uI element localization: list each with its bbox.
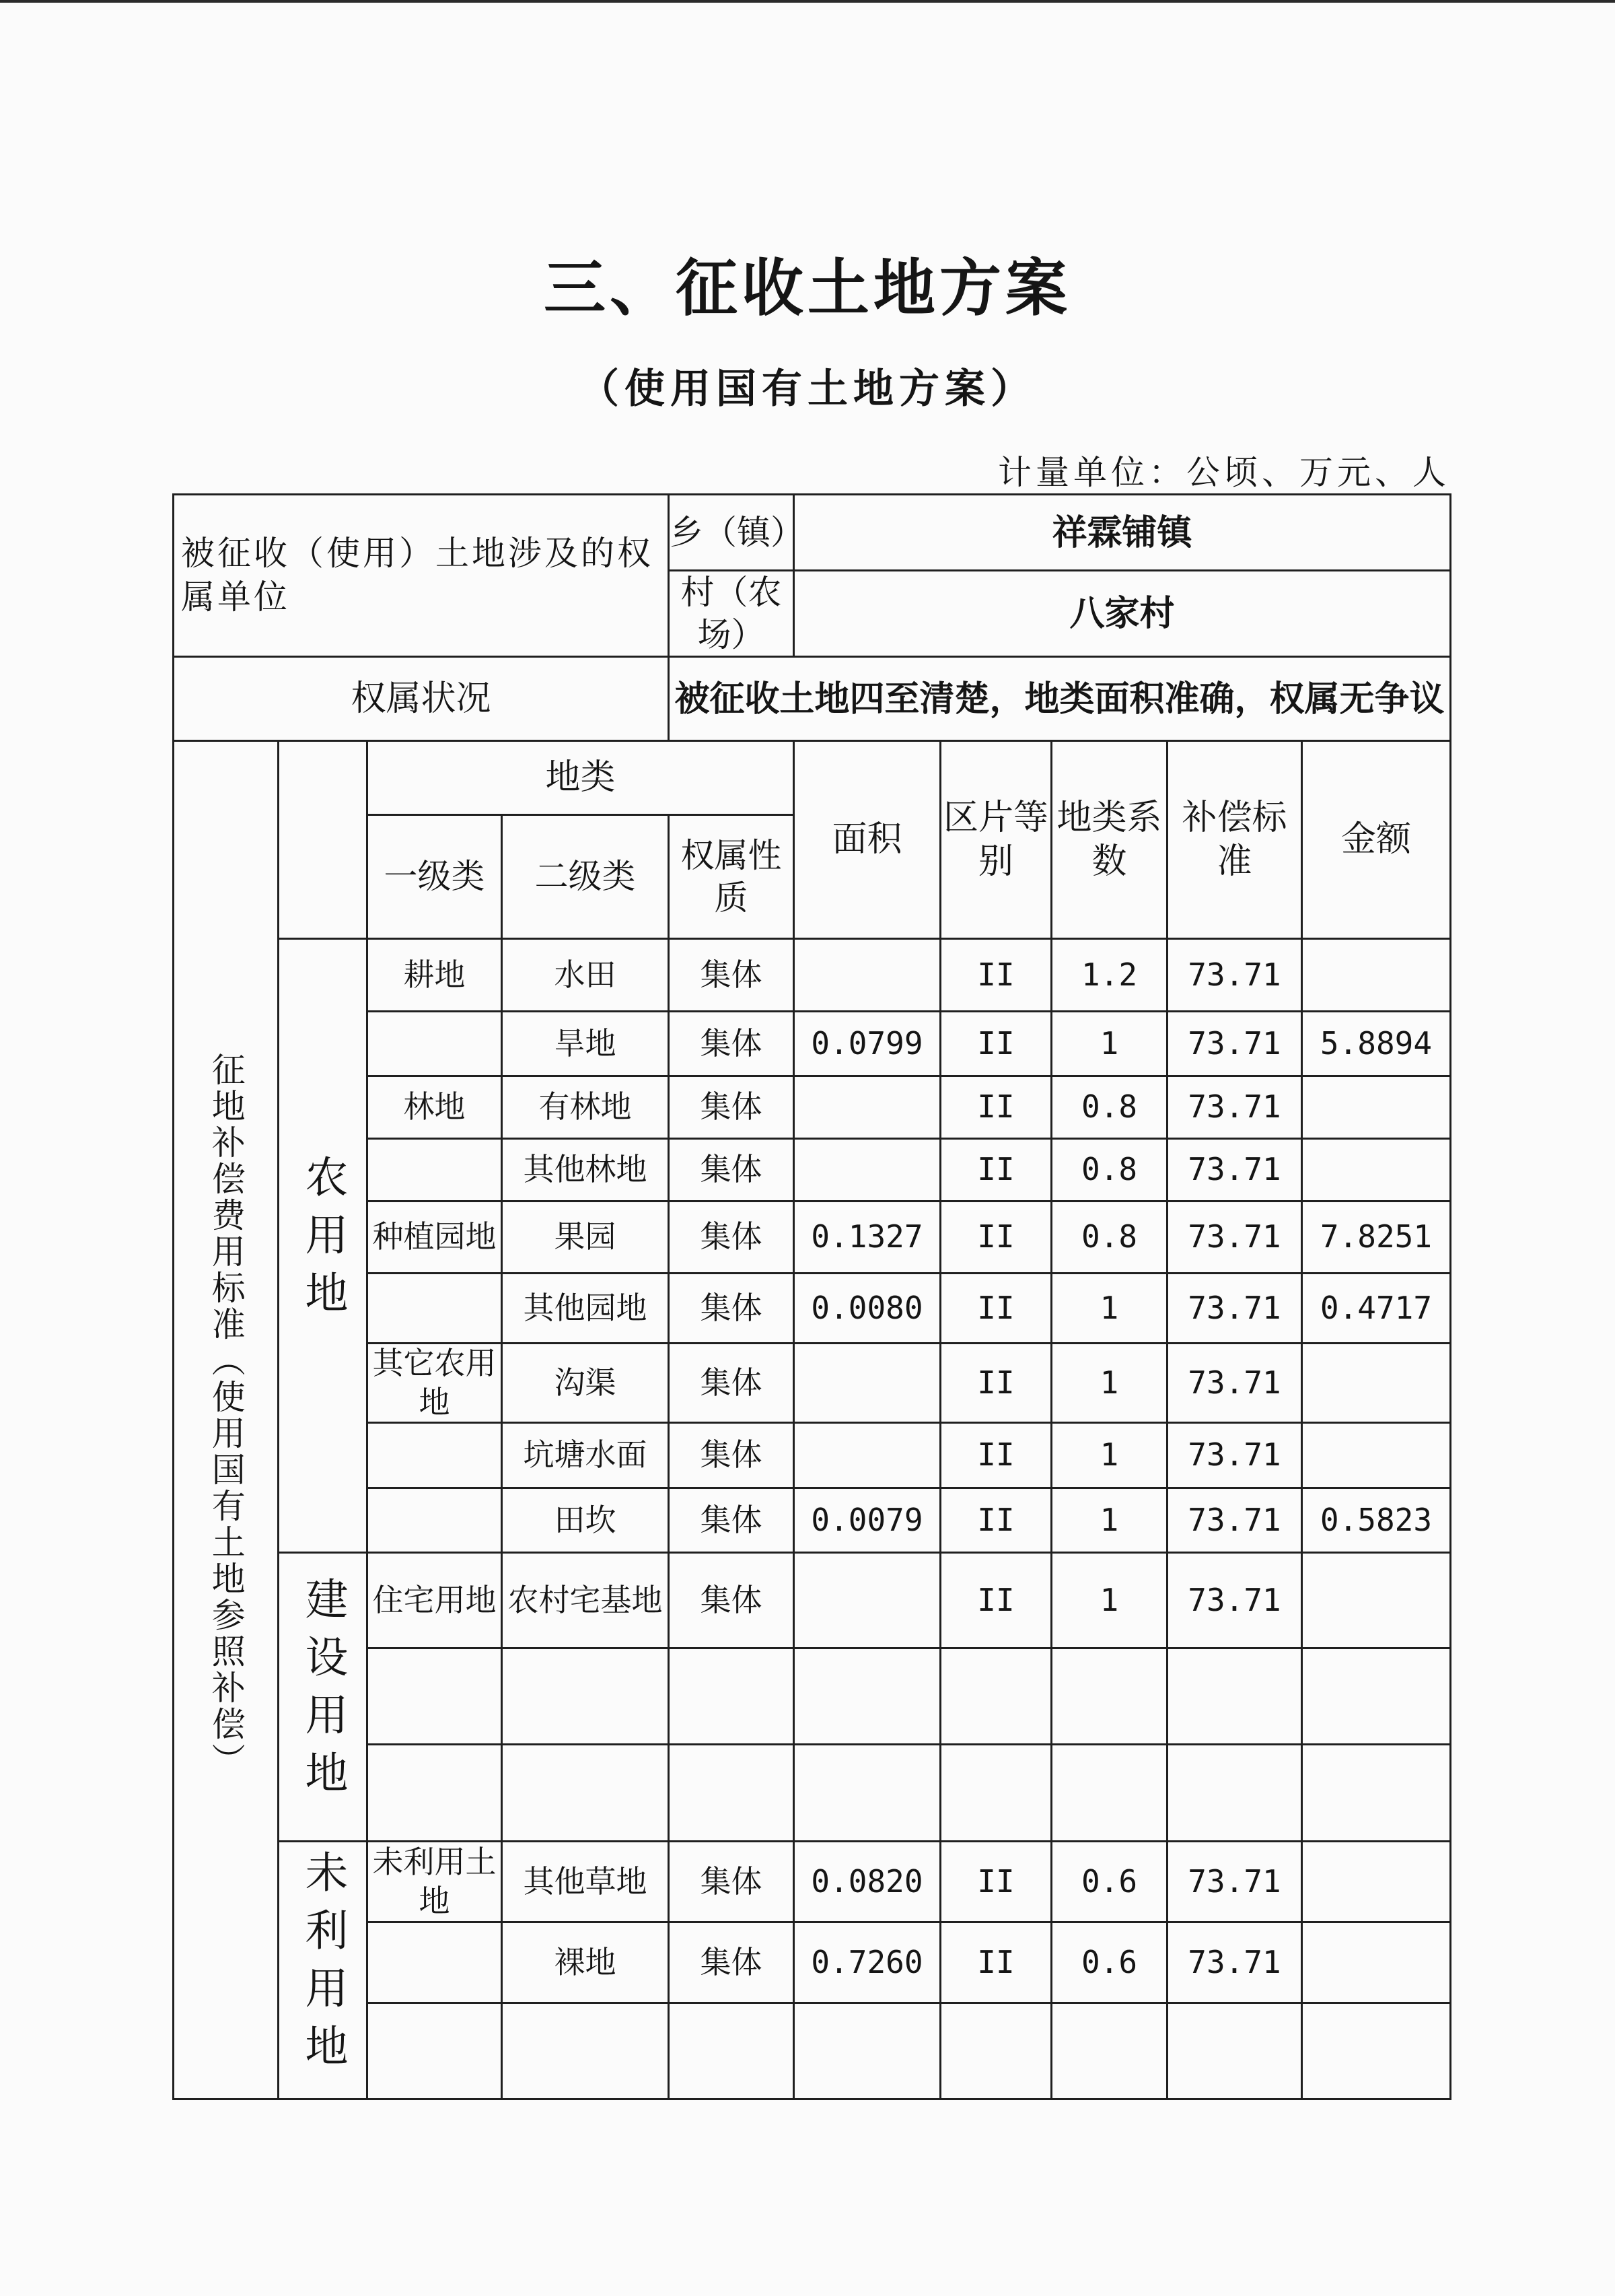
table-cell bbox=[367, 1012, 502, 1076]
table-cell bbox=[794, 1076, 941, 1139]
table-cell: 1 bbox=[1052, 1344, 1168, 1423]
side-label-cell bbox=[174, 741, 279, 2099]
table-cell: 73.71 bbox=[1168, 1202, 1302, 1274]
table-cell: 0.1327 bbox=[794, 1202, 941, 1274]
table-cell: 集体 bbox=[669, 1012, 794, 1076]
land-acquisition-table bbox=[172, 493, 1451, 2100]
table-cell: 集体 bbox=[669, 1274, 794, 1344]
table-cell: 73.71 bbox=[1168, 1344, 1302, 1423]
empty-cell bbox=[502, 2003, 669, 2099]
ownership-status-value: 被征收土地四至清楚，地类面积准确，权属无争议 bbox=[669, 657, 1451, 741]
table-cell: 0.0080 bbox=[794, 1274, 941, 1344]
ownership-status-label: 权属状况 bbox=[174, 657, 669, 741]
table-cell bbox=[367, 1139, 502, 1202]
unit-label: 计量单位：公顷、万元、人 bbox=[998, 453, 1450, 492]
table-cell: 未利用土地 bbox=[367, 1842, 502, 1922]
table-cell: 集体 bbox=[669, 1202, 794, 1274]
empty-cell bbox=[502, 1648, 669, 1745]
table-cell: 集体 bbox=[669, 1842, 794, 1922]
table-cell: 集体 bbox=[669, 1139, 794, 1202]
township-label: 乡（镇） bbox=[669, 495, 794, 571]
table-cell: 1 bbox=[1052, 1423, 1168, 1488]
table-cell: 沟渠 bbox=[502, 1344, 669, 1423]
table-cell: 73.71 bbox=[1168, 1842, 1302, 1922]
table-cell: 集体 bbox=[669, 939, 794, 1012]
table-cell: 裸地 bbox=[502, 1922, 669, 2003]
table-cell: 7.8251 bbox=[1302, 1202, 1451, 1274]
table-cell: II bbox=[941, 1076, 1052, 1139]
empty-cell bbox=[367, 1648, 502, 1745]
empty-cell bbox=[941, 1745, 1052, 1842]
table-cell: II bbox=[941, 1202, 1052, 1274]
table-cell: 0.8 bbox=[1052, 1202, 1168, 1274]
table-cell: 田坎 bbox=[502, 1488, 669, 1553]
empty-cell bbox=[1052, 2003, 1168, 2099]
empty-cell bbox=[794, 1648, 941, 1745]
group-unused: 未利用地 bbox=[279, 1842, 367, 2099]
empty-cell bbox=[1168, 1745, 1302, 1842]
table-cell bbox=[1302, 1076, 1451, 1139]
table-cell: 0.0820 bbox=[794, 1842, 941, 1922]
table-cell: 0.6 bbox=[1052, 1842, 1168, 1922]
table-cell bbox=[794, 1139, 941, 1202]
table-cell: II bbox=[941, 1842, 1052, 1922]
table-cell: II bbox=[941, 1344, 1052, 1423]
group-header-blank bbox=[279, 741, 367, 939]
empty-cell bbox=[1052, 1745, 1168, 1842]
scan-edge-line bbox=[0, 0, 1615, 3]
empty-cell bbox=[502, 1745, 669, 1842]
table-cell: 其他林地 bbox=[502, 1139, 669, 1202]
empty-cell bbox=[669, 1648, 794, 1745]
table-cell: 住宅用地 bbox=[367, 1553, 502, 1648]
table-cell: 0.6 bbox=[1052, 1922, 1168, 2003]
village-value: 八家村 bbox=[794, 571, 1451, 657]
empty-cell bbox=[1302, 1648, 1451, 1745]
table-cell bbox=[367, 1488, 502, 1553]
table-cell: 其他园地 bbox=[502, 1274, 669, 1344]
empty-cell bbox=[1168, 1648, 1302, 1745]
table-cell bbox=[794, 1423, 941, 1488]
table-cell: 种植园地 bbox=[367, 1202, 502, 1274]
table-cell: II bbox=[941, 1423, 1052, 1488]
table-cell bbox=[794, 939, 941, 1012]
empty-cell bbox=[941, 1648, 1052, 1745]
empty-cell bbox=[367, 2003, 502, 2099]
table-cell: 1.2 bbox=[1052, 939, 1168, 1012]
table-cell bbox=[1302, 1139, 1451, 1202]
empty-cell bbox=[794, 2003, 941, 2099]
level1-header: 一级类 bbox=[367, 815, 502, 939]
coefficient-header: 地类系数 bbox=[1052, 741, 1168, 939]
group-construction: 建设用地 bbox=[279, 1553, 367, 1842]
table-cell: 73.71 bbox=[1168, 1488, 1302, 1553]
page-title: 三、征收土地方案 bbox=[543, 252, 1071, 324]
table-cell bbox=[1302, 1922, 1451, 2003]
table-cell: 73.71 bbox=[1168, 1012, 1302, 1076]
table-cell: 0.5823 bbox=[1302, 1488, 1451, 1553]
table-cell: 集体 bbox=[669, 1076, 794, 1139]
table-cell bbox=[367, 1423, 502, 1488]
empty-cell bbox=[1302, 1745, 1451, 1842]
table-cell: II bbox=[941, 1274, 1052, 1344]
page-subtitle: （使用国有土地方案） bbox=[579, 366, 1036, 413]
table-cell: II bbox=[941, 939, 1052, 1012]
table-cell: II bbox=[941, 1922, 1052, 2003]
empty-cell bbox=[1302, 2003, 1451, 2099]
table-cell: 73.71 bbox=[1168, 1423, 1302, 1488]
table-cell: 集体 bbox=[669, 1423, 794, 1488]
table-cell: 1 bbox=[1052, 1553, 1168, 1648]
township-value: 祥霖铺镇 bbox=[794, 495, 1451, 571]
table-cell: II bbox=[941, 1012, 1052, 1076]
table-cell: 1 bbox=[1052, 1274, 1168, 1344]
table-cell: 水田 bbox=[502, 939, 669, 1012]
table-cell bbox=[1302, 1553, 1451, 1648]
table-cell: II bbox=[941, 1488, 1052, 1553]
table-cell: 0.0079 bbox=[794, 1488, 941, 1553]
amount-header: 金额 bbox=[1302, 741, 1451, 939]
table-cell: 5.8894 bbox=[1302, 1012, 1451, 1076]
table-cell: 1 bbox=[1052, 1488, 1168, 1553]
owner-unit-label: 被征收（使用）土地涉及的权属单位 bbox=[174, 495, 669, 657]
empty-cell bbox=[669, 2003, 794, 2099]
table-cell: 1 bbox=[1052, 1012, 1168, 1076]
table-cell bbox=[367, 1922, 502, 2003]
standard-header: 补偿标准 bbox=[1168, 741, 1302, 939]
table-cell: 其他草地 bbox=[502, 1842, 669, 1922]
side-label: 征地补偿费用标准（使用国有土地参照补偿） bbox=[206, 1051, 246, 1779]
table-cell: II bbox=[941, 1139, 1052, 1202]
group-agricultural: 农用地 bbox=[279, 939, 367, 1553]
empty-cell bbox=[794, 1745, 941, 1842]
empty-cell bbox=[669, 1745, 794, 1842]
table-cell bbox=[1302, 1423, 1451, 1488]
empty-cell bbox=[941, 2003, 1052, 2099]
nature-header: 权属性质 bbox=[669, 815, 794, 939]
table-cell: 旱地 bbox=[502, 1012, 669, 1076]
table-cell bbox=[1302, 1842, 1451, 1922]
table-cell bbox=[1302, 1344, 1451, 1423]
table-cell bbox=[367, 1274, 502, 1344]
table-cell: 其它农用地 bbox=[367, 1344, 502, 1423]
table-cell: 73.71 bbox=[1168, 1553, 1302, 1648]
empty-cell bbox=[1052, 1648, 1168, 1745]
empty-cell bbox=[367, 1745, 502, 1842]
table-cell: 集体 bbox=[669, 1553, 794, 1648]
table-cell: 73.71 bbox=[1168, 1274, 1302, 1344]
table-cell: 耕地 bbox=[367, 939, 502, 1012]
table-cell: 0.8 bbox=[1052, 1139, 1168, 1202]
area-header: 面积 bbox=[794, 741, 941, 939]
table-cell: 果园 bbox=[502, 1202, 669, 1274]
table-cell: 集体 bbox=[669, 1922, 794, 2003]
empty-cell bbox=[1168, 2003, 1302, 2099]
zone-grade-header: 区片等别 bbox=[941, 741, 1052, 939]
table-cell bbox=[794, 1344, 941, 1423]
table-cell: 73.71 bbox=[1168, 939, 1302, 1012]
table-cell: II bbox=[941, 1553, 1052, 1648]
table-cell: 农村宅基地 bbox=[502, 1553, 669, 1648]
table-cell: 集体 bbox=[669, 1344, 794, 1423]
land-class-header: 地类 bbox=[367, 741, 794, 815]
village-label: 村（农场） bbox=[669, 571, 794, 657]
table-cell: 0.7260 bbox=[794, 1922, 941, 2003]
table-cell bbox=[1302, 939, 1451, 1012]
table-cell: 0.8 bbox=[1052, 1076, 1168, 1139]
table-cell: 73.71 bbox=[1168, 1076, 1302, 1139]
table-cell: 0.4717 bbox=[1302, 1274, 1451, 1344]
table-cell: 有林地 bbox=[502, 1076, 669, 1139]
table-cell: 0.0799 bbox=[794, 1012, 941, 1076]
table-cell bbox=[794, 1553, 941, 1648]
table-cell: 73.71 bbox=[1168, 1139, 1302, 1202]
table-cell: 73.71 bbox=[1168, 1922, 1302, 2003]
table-cell: 林地 bbox=[367, 1076, 502, 1139]
table-cell: 坑塘水面 bbox=[502, 1423, 669, 1488]
table-cell: 集体 bbox=[669, 1488, 794, 1553]
level2-header: 二级类 bbox=[502, 815, 669, 939]
